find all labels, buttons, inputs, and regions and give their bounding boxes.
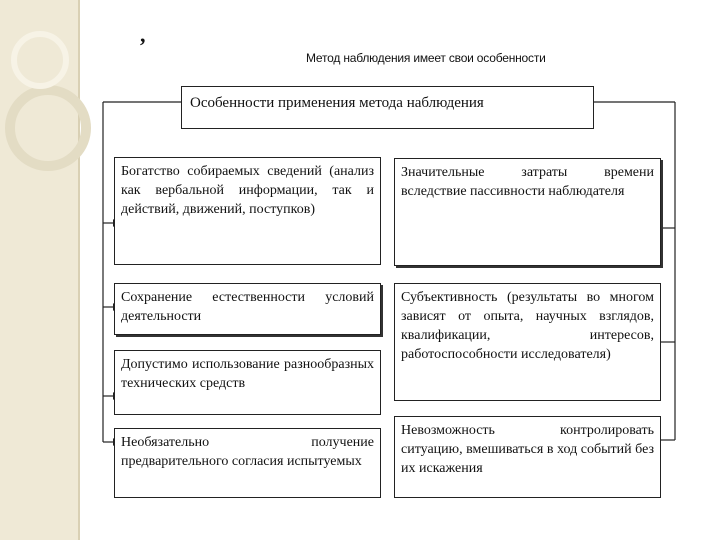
left-box-3: Допустимо использование разнообразных технических средств xyxy=(114,350,381,415)
left-box-4: Необязательно получение предварительного согласия испытуемых xyxy=(114,428,381,498)
page-caption: Метод наблюдения имеет свои особенности xyxy=(306,51,546,65)
left-box-1: Богатство собираемых сведений (анализ как вербальной информации, так и действий, движений, поступков) xyxy=(114,157,381,265)
right-box-1: Значительные затраты времени вследствие пассивности наблюдателя xyxy=(394,158,661,266)
stray-mark: , xyxy=(140,22,146,47)
right-box-3: Невозможность контролировать ситуацию, вмешиваться в ход событий без их искажения xyxy=(394,416,661,498)
header-box: Особенности применения метода наблюдения xyxy=(181,86,594,129)
right-box-2: Субъективность (результаты во многом зависят от опыта, научных взглядов, квалификации, интересов, работоспособности исследователя) xyxy=(394,283,661,401)
left-box-2: Сохранение естественности условий деятельности xyxy=(114,283,381,335)
